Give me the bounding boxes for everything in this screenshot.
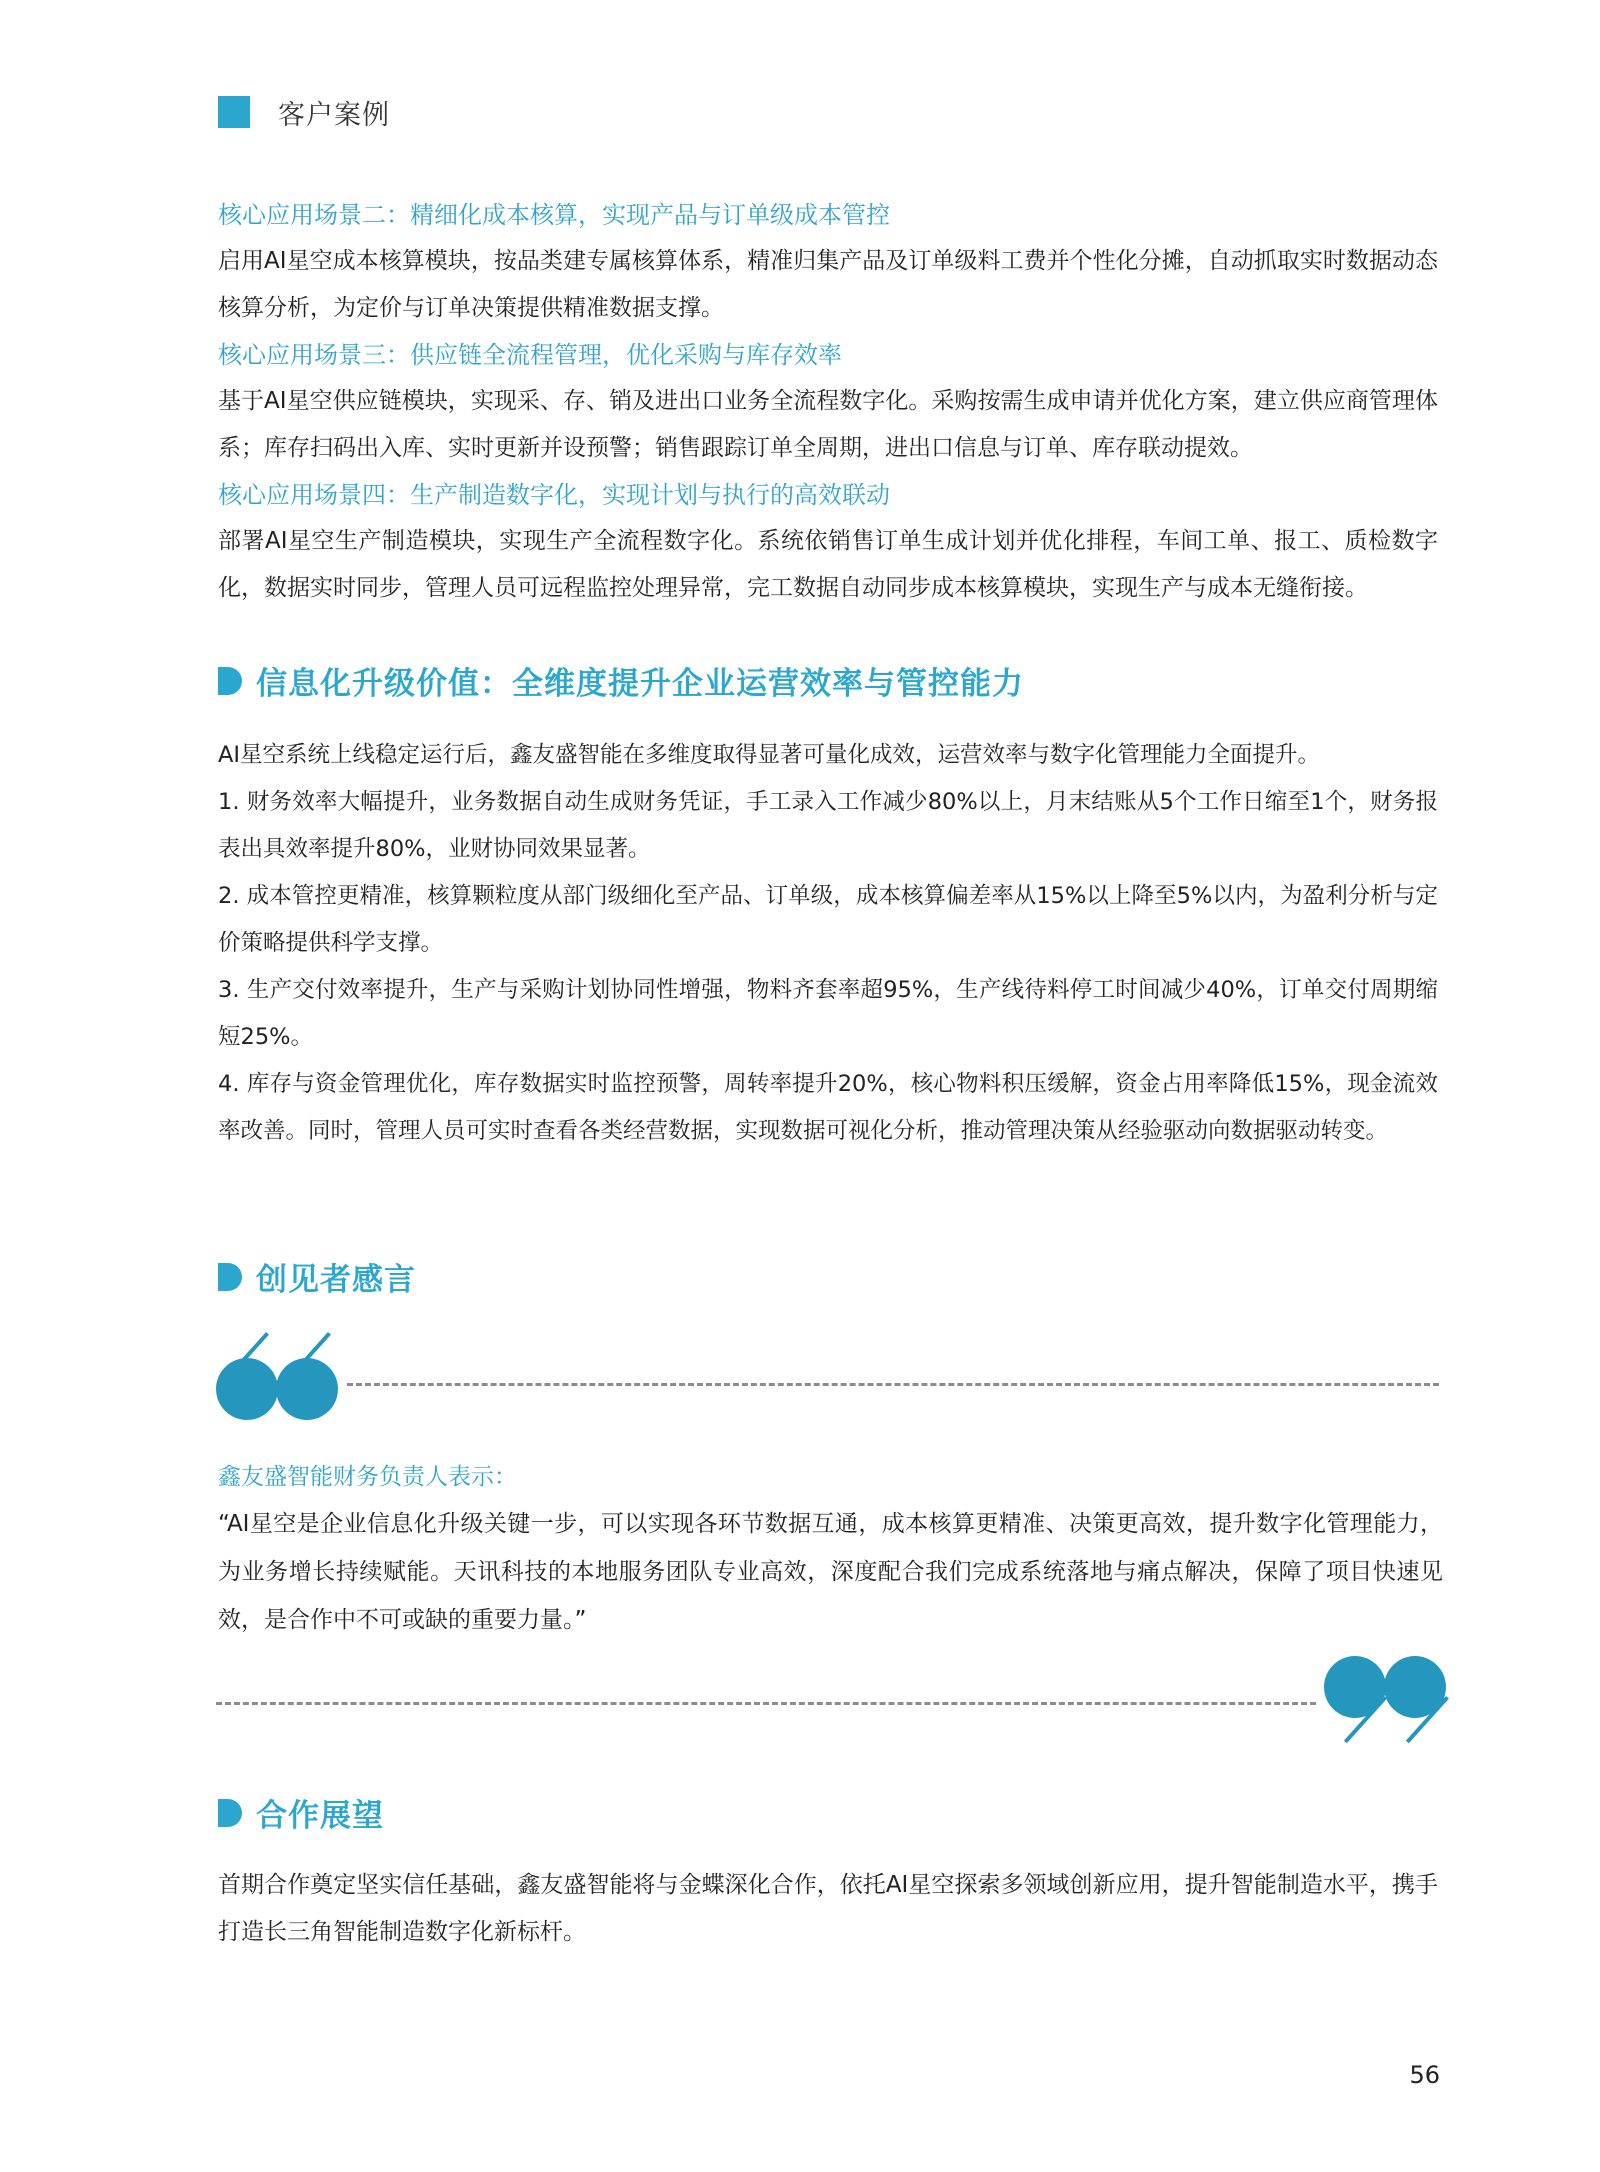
d-shape-icon: [218, 1263, 242, 1291]
value-section-heading: 信息化升级价值：全维度提升企业运营效率与管控能力: [256, 666, 1024, 702]
d-shape-icon: [218, 1799, 242, 1827]
scenario-3-heading: 核心应用场景三：供应链全流程管理，优化采购与库存效率: [218, 341, 842, 369]
value-item-4: 4. 库存与资金管理优化，库存数据实时监控预警，周转率提升20%，核心物料积压缓解，资金占用率降低15%，现金流效率改善。同时，管理人员可实时查看各类经营数据，实现数据可视化分析，推动管理决策从经验驱动向数据驱动转变。: [218, 1071, 1438, 1144]
scenario-2-body: 启用AI星空成本核算模块，按品类建专属核算体系，精准归集产品及订单级料工费并个性化分摊，自动抓取实时数据动态核算分析，为定价与订单决策提供精准数据支撑。: [218, 248, 1438, 321]
close-quote-row: [216, 1656, 1449, 1751]
quote-speaker: 鑫友盛智能财务负责人表示：: [218, 1464, 517, 1490]
value-item-2: 2. 成本管控更精准，核算颗粒度从部门级细化至产品、订单级，成本核算偏差率从15%以上降至5%以内，为盈利分析与定价策略提供科学支撑。: [218, 883, 1438, 956]
open-quote-icon: [216, 1332, 341, 1422]
quote-text: “AI星空是企业信息化升级关键一步，可以实现各环节数据互通，成本核算更精准、决策更高效，提升数字化管理能力，为业务增长持续赋能。天讯科技的本地服务团队专业高效，深度配合我们完成系统落地与痛点解决，保障了项目快速见效，是合作中不可或缺的重要力量。”: [218, 1511, 1443, 1633]
close-quote-icon: [1324, 1656, 1449, 1751]
square-icon: [218, 96, 250, 128]
testimonial-section-title: [218, 1254, 416, 1299]
scenario-4-body: 部署AI星空生产制造模块，实现生产全流程数字化。系统依销售订单生成计划并优化排程，车间工单、报工、质检数字化，数据实时同步，管理人员可远程监控处理异常，完工数据自动同步成本核算模块，实现生产与成本无缝衔接。: [218, 528, 1438, 601]
value-section-body: [218, 732, 1438, 1155]
header-title: 客户案例: [278, 99, 390, 131]
page-number: 56: [1409, 2061, 1440, 2089]
outlook-section-heading: 合作展望: [256, 1798, 384, 1834]
value-item-3: 3. 生产交付效率提升，生产与采购计划协同性增强，物料齐套率超95%，生产线待料停工时间减少40%，订单交付周期缩短25%。: [218, 977, 1438, 1050]
outlook-section-body: [218, 1862, 1438, 1956]
quote-divider-top: [347, 1383, 1439, 1386]
scenario-3-body: 基于AI星空供应链模块，实现采、存、销及进出口业务全流程数字化。采购按需生成申请并优化方案，建立供应商管理体系；库存扫码出入库、实时更新并设预警；销售跟踪订单全周期，进出口信息与订单、库存联动提效。: [218, 388, 1438, 461]
quote-divider-bottom: [216, 1702, 1316, 1705]
d-shape-icon: [218, 667, 242, 695]
value-item-1: 1. 财务效率大幅提升，业务数据自动生成财务凭证，手工录入工作减少80%以上，月末结账从5个工作日缩至1个，财务报表出具效率提升80%，业财协同效果显著。: [218, 789, 1438, 862]
testimonial-section-heading: 创见者感言: [256, 1262, 416, 1298]
outlook-section-title: [218, 1790, 384, 1835]
outlook-text: 首期合作奠定坚实信任基础，鑫友盛智能将与金蝶深化合作，依托AI星空探索多领域创新应用，提升智能制造水平，携手打造长三角智能制造数字化新标杆。: [218, 1872, 1438, 1945]
value-intro: AI星空系统上线稳定运行后，鑫友盛智能在多维度取得显著可量化成效，运营效率与数字化管理能力全面提升。: [218, 742, 1321, 768]
scenarios-block: [218, 192, 1438, 612]
scenario-2-heading: 核心应用场景二：精细化成本核算，实现产品与订单级成本管控: [218, 201, 890, 229]
value-section-title: [218, 658, 1024, 703]
scenario-4-heading: 核心应用场景四：生产制造数字化，实现计划与执行的高效联动: [218, 481, 890, 509]
open-quote-row: [216, 1332, 1439, 1422]
page-header: [218, 94, 390, 130]
